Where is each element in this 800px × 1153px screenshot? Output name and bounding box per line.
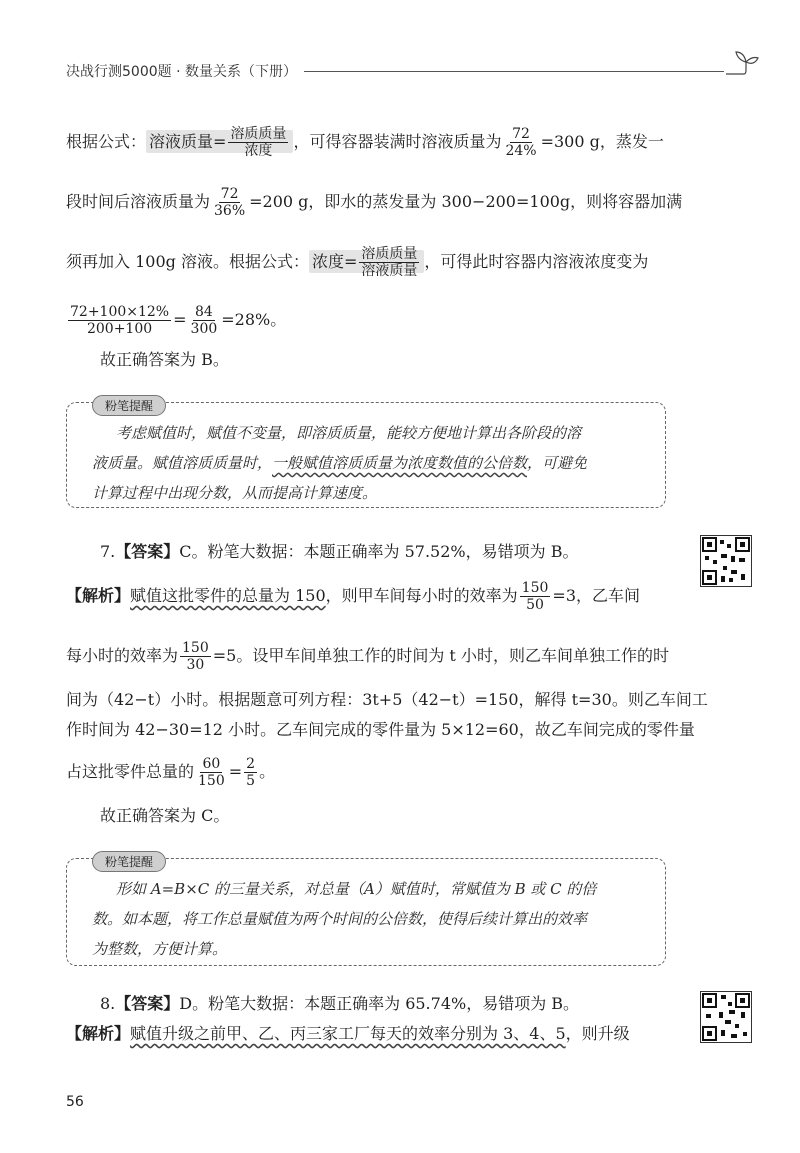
formula-highlight: 浓度= $\frac{\text{溶质质量}}{\text{溶液质量}}$ bbox=[309, 250, 424, 273]
header-rule bbox=[304, 71, 724, 72]
para-line: 根据公式： 溶液质量= $\frac{\text{溶质质量}}{\text{浓度}}$ ，可得容器装满时溶液质量为 $\frac{72}{24\%}$ =300 g，蒸发一 bbox=[66, 126, 664, 159]
fraction: $\frac{72+100\times 12\%}{200+100}$ bbox=[70, 304, 170, 337]
q7-answer-line: 7.【答案】C。粉笔大数据：本题正确率为 57.52%，易错项为 B。 bbox=[100, 542, 579, 561]
q8-answer-line: 8.【答案】D。粉笔大数据：本题正确率为 65.74%，易错项为 B。 bbox=[100, 994, 580, 1013]
fraction: $\frac{84}{300}$ bbox=[190, 304, 218, 337]
tip-line: 形如 A=B×C 的三量关系，对总量（A）赋值时，常赋值为 B 或 C 的倍 bbox=[116, 880, 597, 898]
formula-highlight: 溶液质量= $\frac{\text{溶质质量}}{\text{浓度}}$ bbox=[146, 130, 293, 153]
para-line: 段时间后溶液质量为 $\frac{72}{36\%}$ =200 g，即水的蒸发量为 300−200=100g，则将容器加满 bbox=[66, 186, 683, 219]
qr-code[interactable] bbox=[700, 535, 752, 587]
fraction: $\frac{\text{溶质质量}}{\text{溶液质量}}$ bbox=[361, 246, 418, 279]
tip-line: 数。如本题，将工作总量赋值为两个时间的公倍数，使得后续计算出的效率 bbox=[92, 910, 588, 928]
para-line: 须再加入 100g 溶液。根据公式： 浓度= $\frac{\text{溶质质量}}{\text{溶液质量}}$ ，可得此时容器内溶液浓度变为 bbox=[66, 246, 649, 279]
q7-analysis-line: 【解析】赋值这批零件的总量为 150，则甲车间每小时的效率为 $\frac{150}{50}$ =3，乙车间 bbox=[66, 580, 640, 613]
qr-code-icon bbox=[701, 992, 751, 1042]
fraction: $\frac{\text{溶质质量}}{\text{浓度}}$ bbox=[230, 126, 287, 159]
fraction: $\frac{60}{150}$ bbox=[198, 756, 225, 789]
running-header: 决战行测5000题 · 数量关系（下册） bbox=[66, 64, 297, 80]
qr-code-icon bbox=[701, 536, 751, 586]
q8-analysis-line: 【解析】赋值升级之前甲、乙、丙三家工厂每天的效率分别为 3、4、5，则升级 bbox=[66, 1024, 630, 1043]
q7-analysis-line: 作时间为 42−30=12 小时。乙车间完成的零件量为 5×12=60，故乙车间完成的零件量 bbox=[66, 720, 695, 739]
fraction: $\frac{72}{36\%}$ bbox=[214, 186, 246, 219]
tip-line: 液质量。赋值溶质质量时，一般赋值溶质质量为浓度数值的公倍数，可避免 bbox=[92, 454, 588, 472]
q7-analysis-line: 间为（42−t）小时。根据题意可列方程：3t+5（42−t）=150，解得 t=30。则乙车间工 bbox=[66, 690, 708, 709]
para-line: $\frac{72+100\times 12\%}{200+100}$ = $\frac{84}{300}$ =28%。 bbox=[70, 304, 287, 337]
qr-code[interactable] bbox=[700, 991, 752, 1043]
tip-line: 计算过程中出现分数，从而提高计算速度。 bbox=[92, 484, 378, 502]
answer-line: 故正确答案为 B。 bbox=[100, 350, 229, 369]
answer-line: 故正确答案为 C。 bbox=[100, 806, 230, 825]
q7-analysis-line: 每小时的效率为 $\frac{150}{30}$ =5。设甲车间单独工作的时间为 t 小时，则乙车间单独工作的时 bbox=[66, 640, 669, 673]
fraction: $\frac{2}{5}$ bbox=[246, 756, 256, 789]
sprout-icon bbox=[722, 44, 762, 84]
tip-line: 为整数，方便计算。 bbox=[92, 940, 228, 958]
q7-analysis-line: 占这批零件总量的 $\frac{60}{150}$ = $\frac{2}{5}$ 。 bbox=[66, 756, 276, 789]
tip-line: 考虑赋值时，赋值不变量，即溶质质量，能较方便地计算出各阶段的溶 bbox=[116, 424, 582, 442]
tip-tag: 粉笔提醒 bbox=[92, 851, 166, 872]
fraction: $\frac{150}{30}$ bbox=[182, 640, 209, 673]
fraction: $\frac{150}{50}$ bbox=[521, 580, 549, 613]
tip-tag: 粉笔提醒 bbox=[92, 395, 166, 416]
fraction: $\frac{72}{24\%}$ bbox=[505, 126, 537, 159]
page-number: 56 bbox=[66, 1094, 84, 1110]
